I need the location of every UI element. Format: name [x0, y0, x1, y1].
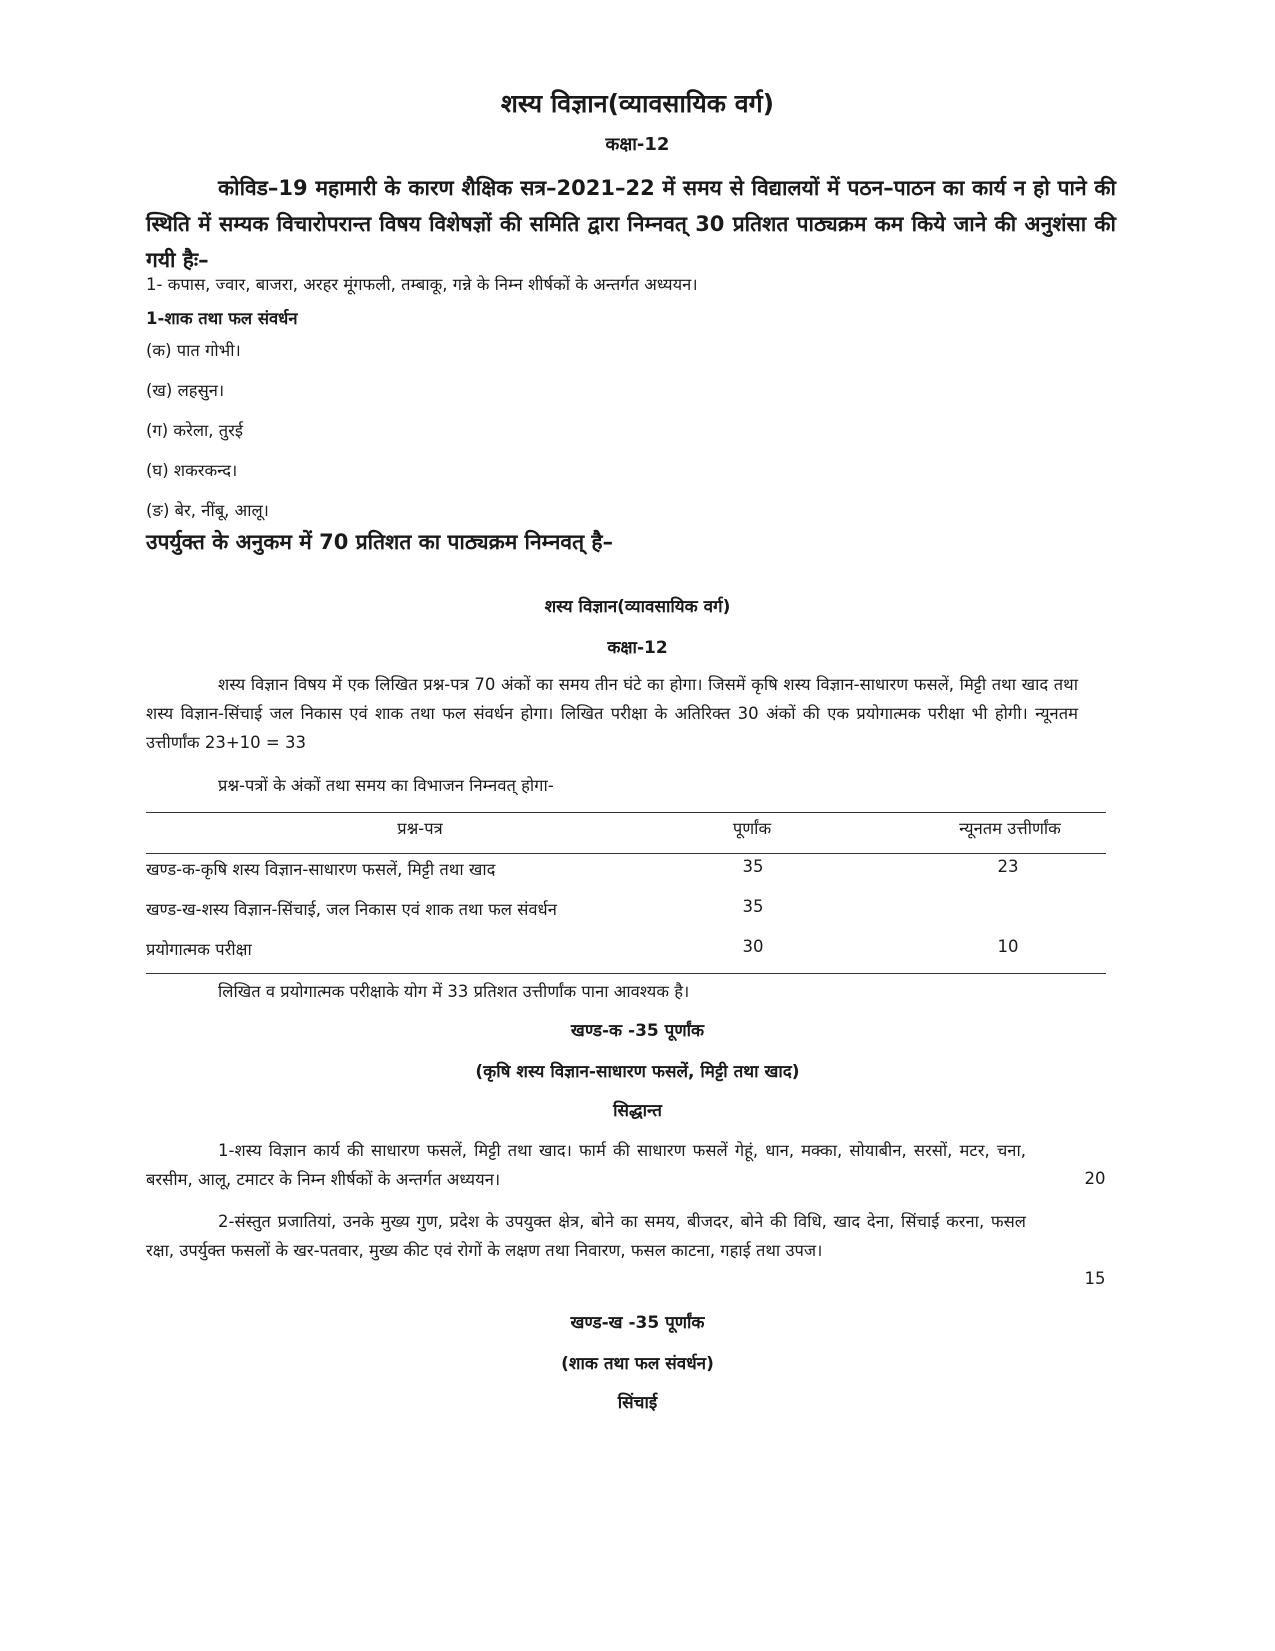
reduced-item: (क) पात गोभी। — [146, 341, 241, 360]
section-a-item-2-marks: 15 — [1084, 1269, 1106, 1288]
reduced-item: (ङ) बेर, नींबू, आलू। — [146, 501, 269, 520]
class-label: कक्षा-12 — [605, 134, 670, 155]
reduced-item: (घ) शकरकन्द। — [146, 461, 238, 480]
table-header-full-marks: पूर्णांक — [732, 819, 772, 838]
section-b-heading: खण्ड-ख -35 पूर्णांक — [570, 1313, 705, 1333]
page-title: शस्य विज्ञान(व्यावसायिक वर्ग) — [500, 89, 775, 118]
pass-note: लिखित व प्रयोगात्मक परीक्षाके योग में 33 प्रतिशत उत्तीर्णांक पाना आवश्यक है। — [218, 982, 690, 1001]
section-a-item-1-marks: 20 — [1084, 1169, 1106, 1188]
theory-label: सिद्धान्त — [613, 1101, 662, 1121]
distribution-intro: प्रश्न-पत्रों के अंकों तथा समय का विभाजन निम्नवत् होगा- — [218, 776, 554, 795]
section-title: शस्य विज्ञान(व्यावसायिक वर्ग) — [544, 597, 731, 617]
section-a-item-1 — [146, 1136, 1026, 1194]
seventy-percent-heading: उपर्युक्त के अनुकम में 70 प्रतिशत का पाठ्यक्रम निम्नवत् है– — [146, 530, 613, 554]
section-a-item-2 — [146, 1207, 1026, 1265]
section-b-subheading: (शाक तथा फल संवर्धन) — [561, 1354, 714, 1374]
section-b-topic: सिंचाई — [617, 1393, 658, 1413]
table-row-min-pass: 10 — [997, 937, 1019, 956]
covid-note-text: कोविड–19 महामारी के कारण शैक्षिक सत्र–2021–22 में समय से विद्यालयों में पठन–पाठन का कार्य न हो पाने की स्थिति में सम्यक विचारोपरान्त विषय विशेषज्ञों की समिति द्वारा निम्नवत् 30 प्रतिशत पाठ्यक्रम कम किये जाने की अनुशंसा की गयी हैः– — [146, 176, 1116, 272]
table-top-rule — [146, 812, 1106, 813]
table-row-min-pass: 23 — [997, 857, 1019, 876]
table-row-paper: खण्ड-ख-शस्य विज्ञान-सिंचाई, जल निकास एवं शाक तथा फल संवर्धन — [146, 900, 557, 919]
table-row-paper: खण्ड-क-कृषि शस्य विज्ञान-साधारण फसलें, मिट्टी तथा खाद — [146, 860, 496, 879]
table-header-paper: प्रश्न-पत्र — [397, 819, 443, 838]
exam-intro-text: शस्य विज्ञान विषय में एक लिखित प्रश्न-पत्र 70 अंकों का समय तीन घंटे का होगा। जिसमें कृषि शस्य विज्ञान-साधारण फसलें, मिट्टी तथा खाद तथा शस्य विज्ञान-सिंचाई जल निकास एवं शाक तथा फल संवर्धन होगा। लिखित परीक्षा के अतिरिक्त 30 अंकों की एक प्रयोगात्मक परीक्षा भी होगी। न्यूनतम उत्तीर्णांक 23+10 = 33 — [146, 675, 1078, 752]
section-a-item-2-text: 2-संस्तुत प्रजातियां, उनके मुख्य गुण, प्रदेश के उपयुक्त क्षेत्र, बोने का समय, बीजदर, बोने की विधि, खाद देना, सिंचाई करना, फसल रक्षा, उपर्युक्त फसलों के खर-पतवार, मुख्य कीट एवं रोगों के लक्षण तथा निवारण, फसल काटना, गहाई तथा उपज। — [146, 1212, 1026, 1260]
table-bottom-rule — [146, 973, 1106, 974]
section-a-item-1-text: 1-शस्य विज्ञान कार्य की साधारण फसलें, मिट्टी तथा खाद। फार्म की साधारण फसलें गेहूं, धान, मक्का, सोयाबीन, सरसों, मटर, चना, बरसीम, आलू, टमाटर के निम्न शीर्षकों के अन्तर्गत अध्ययन। — [146, 1141, 1026, 1189]
exam-intro — [146, 670, 1078, 757]
table-row-full-marks: 35 — [742, 897, 764, 916]
reduced-item: (ख) लहसुन। — [146, 381, 225, 400]
reduced-heading: 1-शाक तथा फल संवर्धन — [146, 309, 298, 328]
table-row-paper: प्रयोगात्मक परीक्षा — [146, 940, 252, 959]
table-header-rule — [146, 853, 1106, 854]
table-header-min-pass: न्यूनतम उत्तीर्णांक — [959, 819, 1061, 838]
table-row-full-marks: 35 — [742, 857, 764, 876]
section-a-subheading: (कृषि शस्य विज्ञान-साधारण फसलें, मिट्टी तथा खाद) — [475, 1062, 800, 1082]
table-row-full-marks: 30 — [742, 937, 764, 956]
section-a-heading: खण्ड-क -35 पूर्णांक — [570, 1021, 705, 1041]
reduced-item: (ग) करेला, तुरई — [146, 421, 244, 440]
section-class-label: कक्षा-12 — [607, 638, 668, 658]
reduced-line-1: 1- कपास, ज्वार, बाजरा, अरहर मूंगफली, तम्बाकू, गन्ने के निम्न शीर्षकों के अन्तर्गत अध्ययन। — [146, 275, 698, 294]
covid-note — [146, 170, 1116, 278]
